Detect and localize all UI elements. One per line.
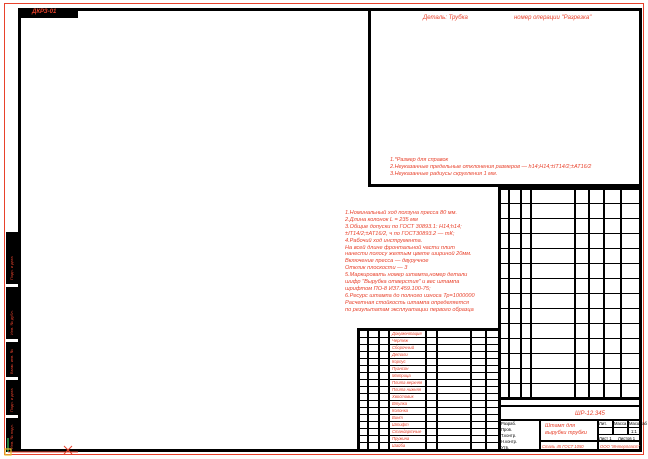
bom-row: Документация (392, 331, 422, 336)
drawing-name-1: Штамп для (545, 423, 576, 429)
note-line-1: 1.*Размер для справок (390, 157, 449, 163)
requirement-line: Включение пресса — двуручное (345, 258, 429, 265)
side-label-box (6, 287, 18, 339)
ucs-icon (2, 436, 82, 458)
side-label: Подп. и дата (9, 388, 14, 412)
side-label: Взам. инв. № (9, 349, 14, 374)
bom-row: Плита верхняя (392, 380, 423, 385)
signers-list (501, 421, 517, 451)
signer-role: Разраб. (501, 421, 517, 426)
bom-row: Шайба (392, 443, 406, 448)
requirement-line: Расчетная стойкость штампа определяется (345, 299, 469, 306)
sheet-number: Лист 1 (599, 436, 612, 441)
signer-role: Т.контр. (501, 433, 517, 438)
side-label-box (6, 380, 18, 415)
bom-row: Детали (392, 352, 408, 357)
bom-row: Чертеж (392, 338, 409, 343)
scale-value: 1:1 (631, 429, 637, 434)
bom-row: Винт (392, 415, 403, 420)
bom-row: Колонка (392, 408, 409, 413)
side-label: Подп. и дата (9, 256, 14, 280)
col-mass: Масса (614, 421, 627, 426)
top-stamp-box (18, 8, 78, 18)
bom-row: Стандартные (392, 429, 422, 434)
side-label: Инв. № дубл. (9, 310, 14, 335)
col-scale: Масштаб (629, 421, 647, 426)
col-lit: Лит. (599, 421, 607, 426)
bom-row: Сборочный (392, 345, 415, 350)
bom-row: Штифт (392, 422, 409, 427)
note-line-3: 3.Неуказанные радиусы скругления 1 мм. (390, 171, 498, 177)
requirement-line: 3.Общие допуски по ГОСТ 30893.1: H14;h14; (345, 223, 462, 230)
note-detail-name: Деталь: Трубка (423, 15, 468, 21)
material: Сталь 45 ГОСТ 1050 (542, 444, 584, 449)
requirement-line: 6.Ресурс штампа до полного износа Тр=1000000 (345, 292, 475, 299)
requirement-line: 2.Длина колонок L = 235 мм (345, 216, 418, 223)
bom-row: Плита нижняя (392, 387, 421, 392)
requirement-line: ±IT14/2;±AT16/2, ч по ГОСТ30893.2 — mК; (345, 230, 455, 237)
requirement-line: 4.Рабочий ход инструмента. (345, 237, 423, 244)
side-label-box (6, 342, 18, 377)
note-operation: номер операции "Разрезка" (514, 15, 592, 21)
top-stamp-text: ДКРЗ-01 (32, 9, 57, 15)
requirement-line: шрифтом ПО-8 ИЗ7.459.100-75; (345, 285, 431, 292)
bom-row: Пружина (392, 436, 410, 441)
bom-rows (392, 331, 422, 450)
side-label-box (6, 232, 18, 284)
drawing-name-2: вырубки трубки (545, 430, 587, 436)
side-label: Инв. № подл. (9, 424, 14, 449)
bom-row: Втулка (392, 401, 407, 406)
signer-role: Утв. (501, 445, 509, 450)
requirement-line: шифр "Вырубка отверстия" и вес штампа (345, 279, 460, 286)
requirement-line: 1.Номинальный ход ползуна пресса 80 мм. (345, 210, 458, 216)
bom-row: Пуансон (392, 366, 409, 371)
signer-role: Н.контр. (501, 439, 518, 444)
signer-role: Пров. (501, 427, 513, 432)
requirement-line: На всей длине фронтальной части плит (345, 244, 455, 251)
sheets-count: Листов 1 (618, 436, 636, 441)
note-line-2: 2.Неуказанные предельные отклонения размеров — h14;H14;±IT14/2;±AT16/2 (390, 164, 592, 170)
bom-row: Матрица (392, 373, 411, 378)
drawing-number: ШР-12.345 (575, 411, 605, 417)
bom-row: Корпус (392, 359, 406, 364)
requirement-line: по результатам эксплуатации первого образца (345, 306, 474, 313)
technical-requirements (345, 210, 475, 314)
requirement-line: нанести полосу желтым цвете шириной 20мм. (345, 251, 472, 258)
requirement-line: Отклик плоскости — 3 (345, 265, 408, 272)
requirement-line: 5.Маркировать номер штампа,номер детали (345, 272, 468, 279)
organization: ООО "Интерпласт" (600, 444, 640, 449)
bom-row: Хвостовик (392, 394, 414, 399)
